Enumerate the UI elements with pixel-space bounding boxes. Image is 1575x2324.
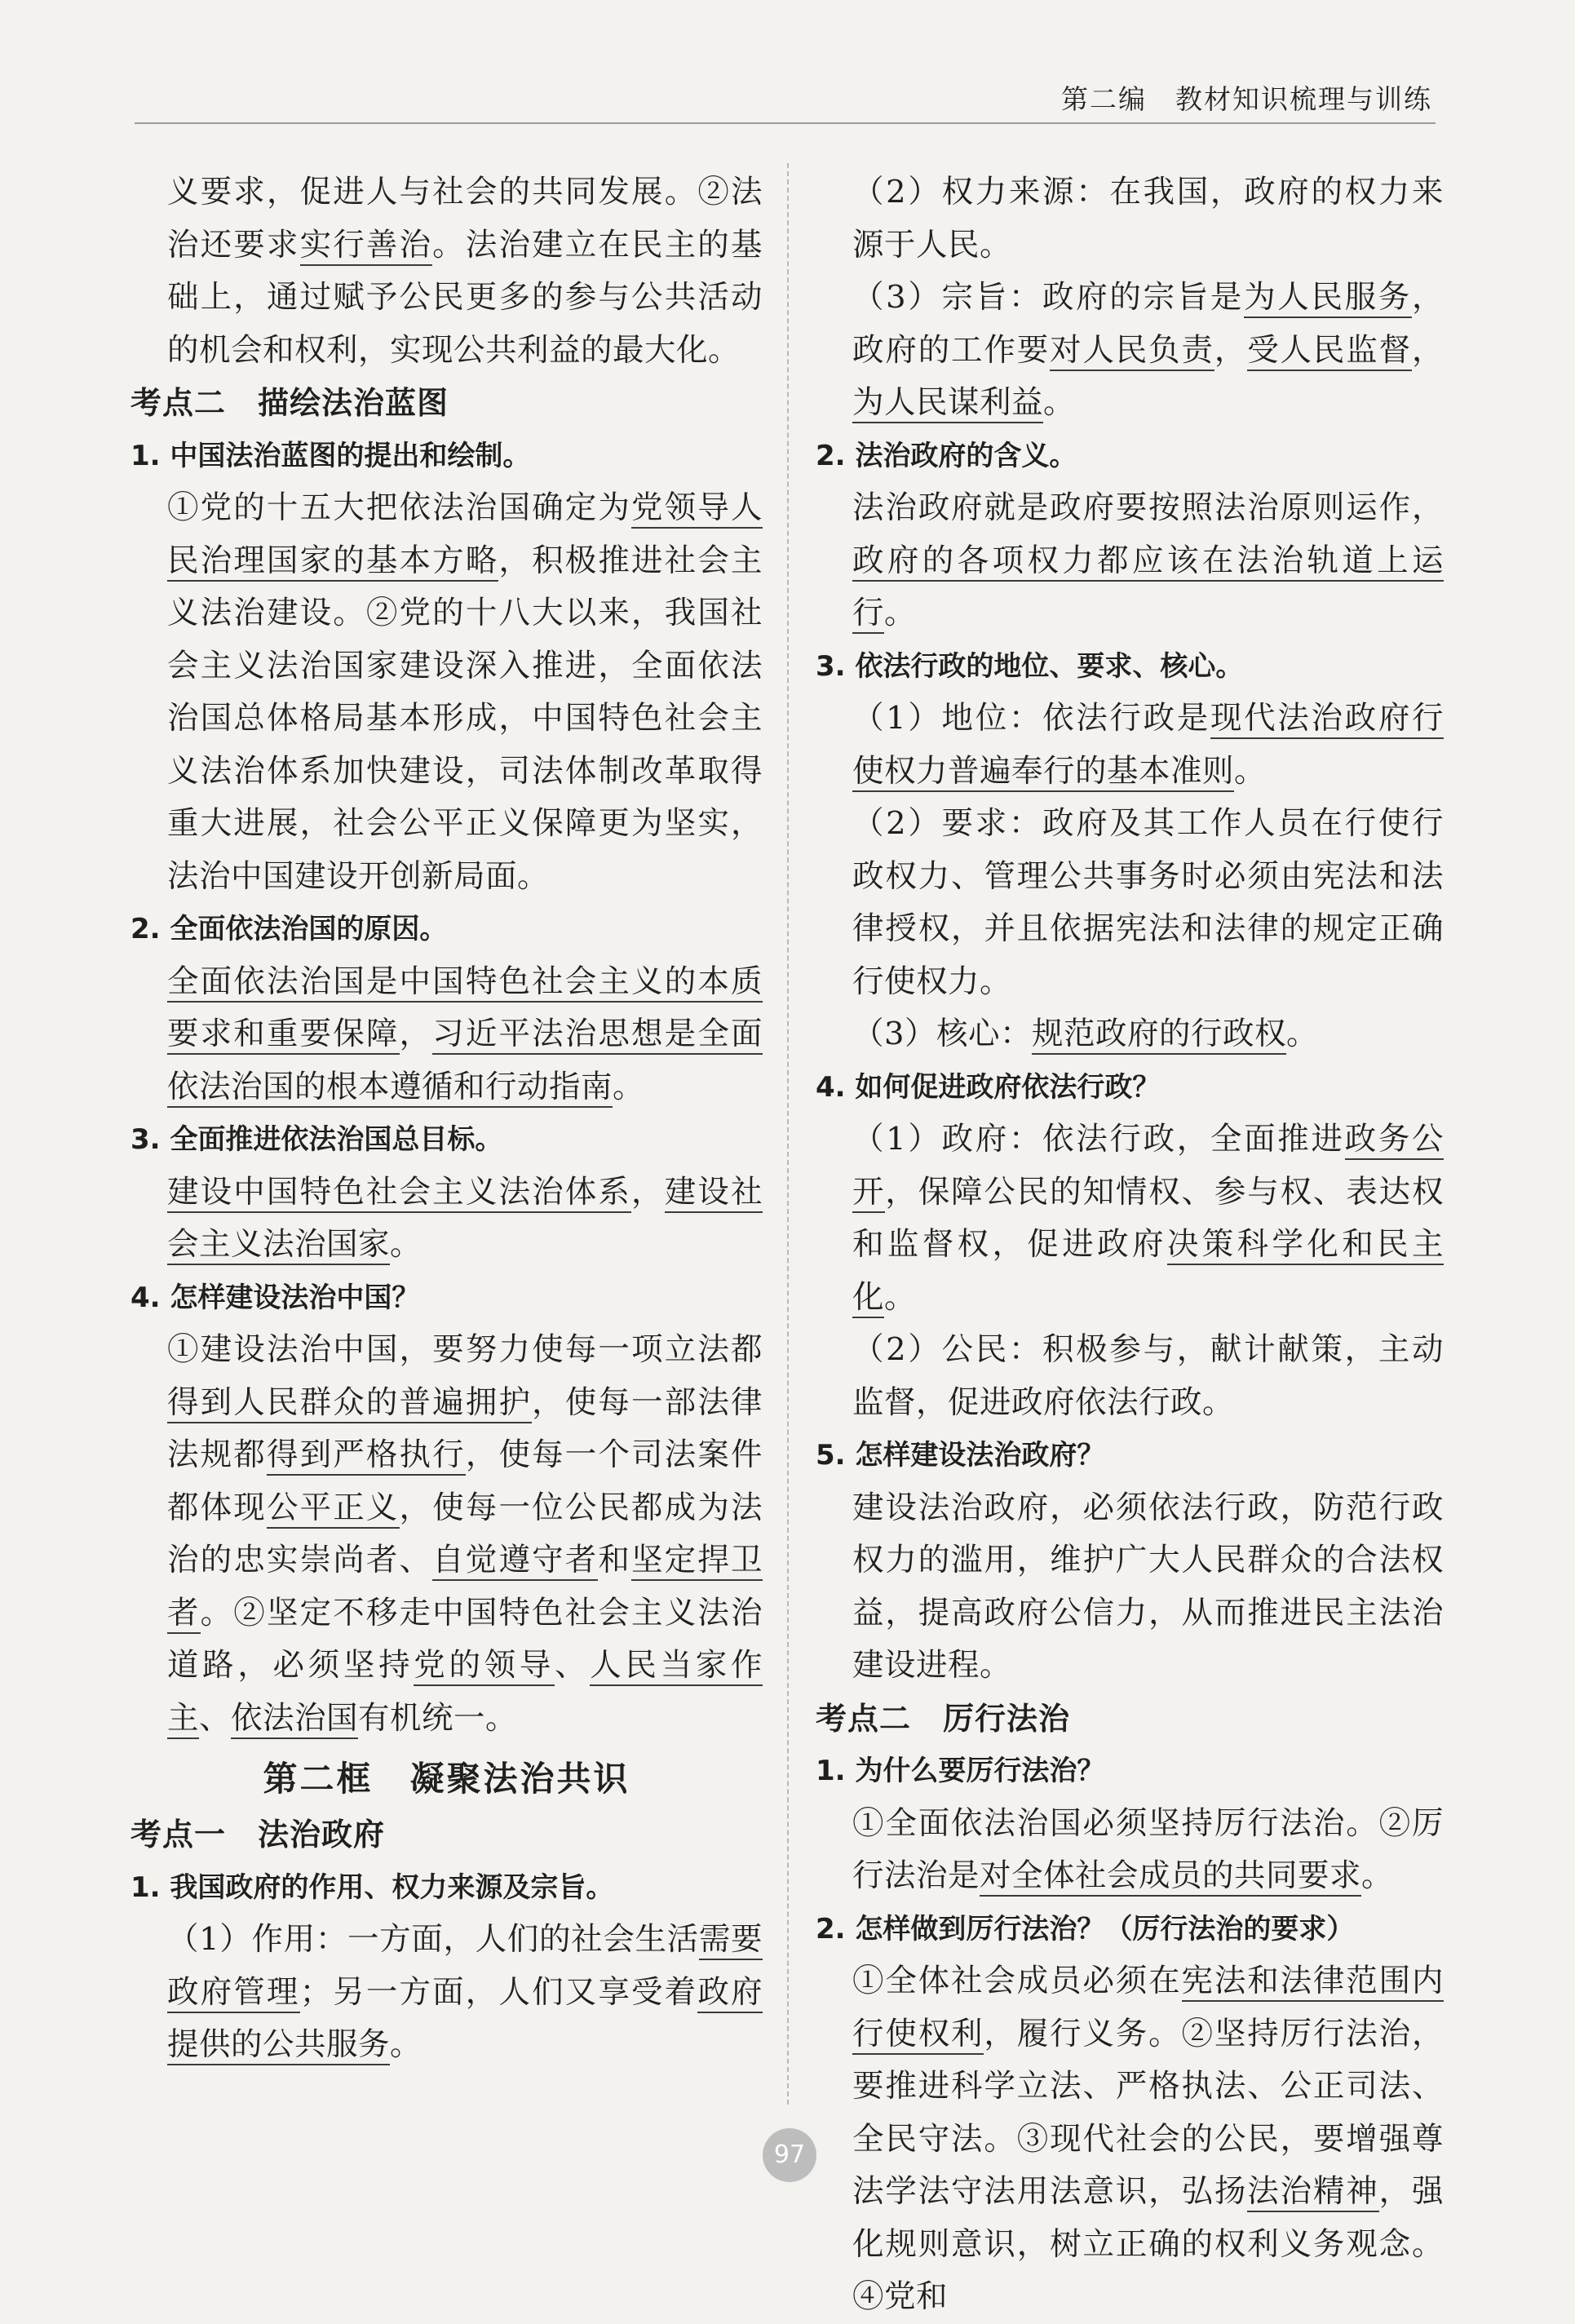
underlined-key-phrase: 习近平法治思想是全面依法治国的根本遵循和行动指南 [167,1016,763,1108]
answer-paragraph: ①全面依法治国必须坚持厉行法治。②厉行法治是对全体社会成员的共同要求。 [816,1798,1444,1903]
answer-paragraph: （2）要求：政府及其工作人员在行使行政权力、管理公共事务时必须由宪法和法律授权，并且依据宪法和法律的规定正确行使权力。 [852,805,1444,1000]
underlined-key-phrase: 政务公开 [852,1121,1444,1213]
answer-paragraph: ①全体社会成员必须在宪法和法律范围内行使权利，履行义务。②坚持厉行法治，要推进科学立法、严格执法、公正司法、全民守法。③现代社会的公民，要增强尊法学法守法用法意识，弘扬法治精神，强化规则意识，树立正确的权利义务观念。④党和 [852,1963,1444,2315]
answer-paragraph: 建设法治政府，必须依法行政，防范行政权力的滥用，维护广大人民群众的合法权益，提高政府公信力，从而推进民主法治建设进程。 [852,1489,1444,1684]
lesson-title: 第二框 凝聚法治共识 [263,1759,630,1799]
section-heading-kaodian-2: 考点二 厉行法治 [816,1700,1071,1737]
column-divider [787,163,789,2105]
question-title: 2. 法治政府的含义。 [816,439,1077,472]
underlined-key-phrase: 受人民监督 [1247,332,1412,371]
answer-paragraph: （1）政府：依法行政，全面推进政务公开，保障公民的知情权、参与权、表达权和监督权，促进政府决策科学化和民主化。 [816,1113,1444,1324]
underlined-key-phrase: 得到严格执行 [267,1436,466,1476]
underlined-key-phrase: 依法治国 [231,1700,358,1739]
underlined-key-phrase: 公平正义 [267,1490,400,1529]
underlined-key-phrase: 对全体社会成员的共同要求 [980,1857,1361,1897]
question-title: 5. 怎样建设法治政府？ [816,1439,1105,1472]
answer-paragraph: 法治政府就是政府要按照法治原则运作，政府的各项权力都应该在法治轨道上运行。 [816,482,1444,640]
underlined-key-phrase: 政府的各项权力都应该在法治轨道上运行 [852,542,1444,635]
underlined-key-phrase: 规范政府的行政权 [1032,1016,1286,1055]
page-number: 97 [763,2128,816,2182]
underlined-key-phrase: 宪法和法律范围内行使权利 [852,1963,1444,2055]
underlined-key-phrase: 为人民谋利益 [852,384,1043,423]
underlined-key-phrase: 建设社会主义法治国家 [167,1174,763,1266]
question-title: 2. 全面依法治国的原因。 [131,913,448,945]
question-title: 2. 怎样做到厉行法治？（厉行法治的要求） [816,1912,1355,1946]
question-title: 1. 为什么要厉行法治？ [816,1755,1105,1787]
question-title: 4. 如何促进政府依法行政？ [816,1070,1161,1104]
right-column [816,166,1444,2324]
underlined-key-phrase: 决策科学化和民主化 [852,1226,1444,1318]
section-heading-kaodian-2: 考点二 描绘法治蓝图 [131,385,449,421]
answer-paragraph: 全面依法治国是中国特色社会主义的本质要求和重要保障，习近平法治思想是全面依法治国的根本遵循和行动指南。 [131,956,763,1114]
underlined-key-phrase: 人民当家作主 [167,1647,763,1739]
underlined-key-phrase: 建设中国特色社会主义法治体系 [167,1174,631,1213]
header-rule [135,122,1436,124]
answer-paragraph: （1）作用：一方面，人们的社会生活需要政府管理；另一方面，人们又享受着政府提供的公共服务。 [131,1914,763,2072]
underlined-key-phrase: 全面依法治国是中国特色社会主义的本质要求和重要保障 [167,963,763,1056]
underlined-key-phrase: 现代法治政府行使权力普遍奉行的基本准则 [852,700,1444,792]
underlined-key-phrase: 党的领导 [414,1647,555,1686]
underlined-key-phrase: 法治精神 [1247,2173,1378,2212]
underlined-key-phrase: 为人民服务 [1244,279,1412,318]
underlined-key-phrase: 坚定捍卫者 [167,1542,763,1634]
paragraph-continuation: 义要求，促进人与社会的共同发展。②法治还要求实行善治。法治建立在民主的基础上，通过赋予公民更多的参与公共活动的机会和权利，实现公共利益的最大化。 [167,174,763,369]
question-title: 3. 全面推进依法治国总目标。 [131,1123,503,1156]
underlined-key-phrase: 自觉遵守者 [432,1542,598,1581]
running-header: 第二编 教材知识梳理与训练 [1061,83,1432,115]
answer-paragraph: （2）公民：积极参与，献计献策，主动监督，促进政府依法行政。 [852,1331,1444,1421]
left-column [131,166,763,2072]
underlined-key-phrase: 对人民负责 [1050,332,1214,371]
answer-paragraph: （3）核心：规范政府的行政权。 [816,1008,1444,1061]
answer-paragraph: （2）权力来源：在我国，政府的权力来源于人民。 [852,174,1444,263]
question-title: 1. 中国法治蓝图的提出和绘制。 [131,439,531,472]
question-title: 4. 怎样建设法治中国？ [131,1281,420,1314]
underlined-key-phrase: 党领导人民治理国家的基本方略 [167,489,763,582]
answer-paragraph: ①建设法治中国，要努力使每一项立法都得到人民群众的普遍拥护，使每一部法律法规都得到严格执行，使每一个司法案件都体现公平正义，使每一位公民都成为法治的忠实崇尚者、自觉遵守者和坚定捍卫者。②坚定不移走中国特色社会主义法治道路，必须坚持党的领导、人民当家作主、依法治国有机统一。 [131,1324,763,1745]
answer-paragraph: （3）宗旨：政府的宗旨是为人民服务，政府的工作要对人民负责，受人民监督，为人民谋利益。 [816,272,1444,430]
answer-paragraph: （1）地位：依法行政是现代法治政府行使权力普遍奉行的基本准则。 [816,693,1444,798]
question-title: 3. 依法行政的地位、要求、核心。 [816,649,1244,683]
underlined-key-phrase: 实行善治 [300,227,433,266]
underlined-key-phrase: 得到人民群众的普遍拥护 [167,1384,532,1423]
section-heading-kaodian-1: 考点一 法治政府 [131,1817,386,1853]
underlined-key-phrase: 需要政府管理 [167,1921,763,2013]
answer-paragraph: ①党的十五大把依法治国确定为党领导人民治理国家的基本方略，积极推进社会主义法治建设。②党的十八大以来，我国社会主义法治国家建设深入推进，全面依法治国总体格局基本形成，中国特色社会主义法治体系加快建设，司法体制改革取得重大进展，社会公平正义保障更为坚实，法治中国建设开创新局面。 [167,489,763,895]
answer-paragraph: 建设中国特色社会主义法治体系，建设社会主义法治国家。 [131,1166,763,1272]
question-title: 1. 我国政府的作用、权力来源及宗旨。 [131,1870,614,1904]
underlined-key-phrase: 政府提供的公共服务 [167,1974,763,2066]
